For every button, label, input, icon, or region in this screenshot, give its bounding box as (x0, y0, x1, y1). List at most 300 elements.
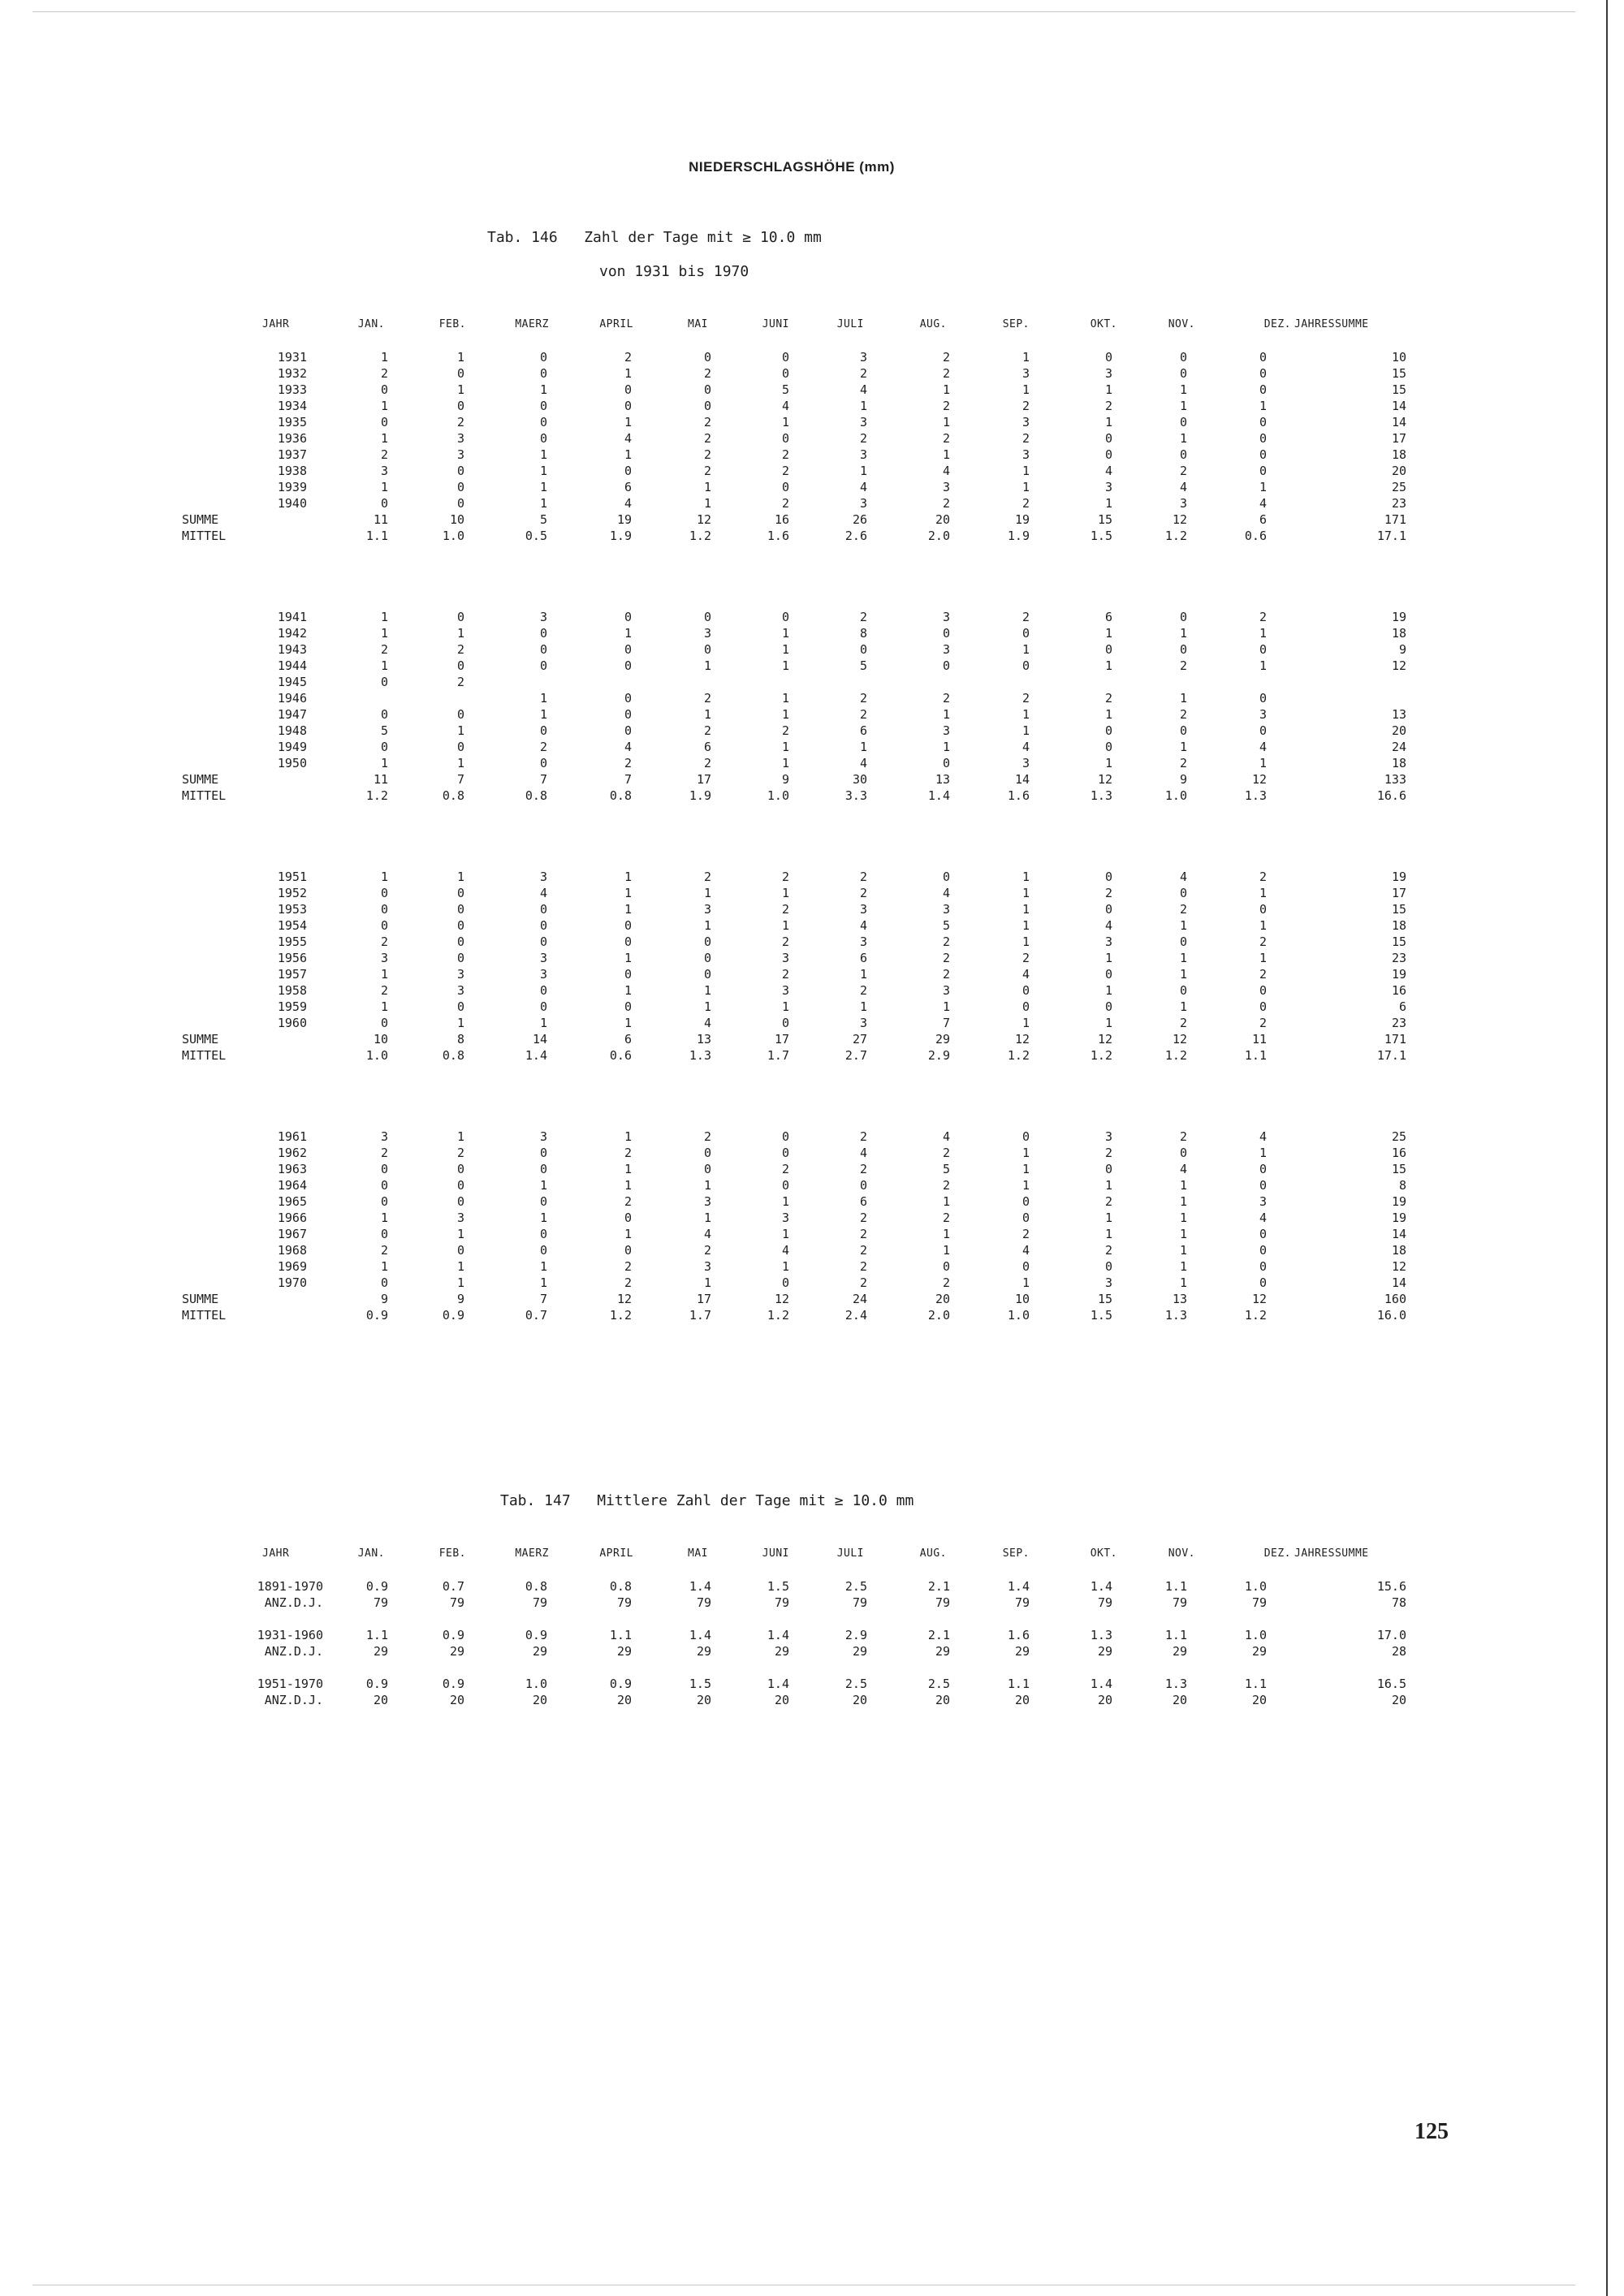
row-value: 3 (539, 610, 547, 624)
row-value: 2 (703, 415, 711, 429)
row-value: 5 (942, 1162, 950, 1176)
row-value: 0 (703, 382, 711, 397)
period-value: 1.1 (609, 1628, 632, 1642)
summe-value: 14 (532, 1032, 547, 1047)
count-value: 29 (1172, 1644, 1187, 1659)
row-value: 0 (1259, 382, 1267, 397)
row-value: 1 (781, 691, 789, 706)
table-row (0, 414, 1624, 430)
summe-value: 6 (1259, 512, 1267, 527)
period-value: 17.0 (1376, 1628, 1406, 1642)
row-value: 1 (859, 740, 867, 754)
row-value: 2 (781, 723, 789, 738)
row-value: 4 (942, 886, 950, 900)
row-value: 1 (380, 658, 388, 673)
row-value: 1 (942, 999, 950, 1014)
header-maerz: MAERZ (515, 1547, 549, 1560)
row-value: 6 (1104, 610, 1112, 624)
row-value: 0 (539, 902, 547, 917)
row-value: 19 (1391, 870, 1406, 884)
row-value: 1 (624, 415, 632, 429)
row-value: 1 (1259, 626, 1267, 641)
row-value: 2 (859, 983, 867, 998)
tab146-period: von 1931 bis 1970 (599, 263, 749, 280)
mittel-value: 2.0 (927, 1308, 950, 1323)
row-year: 1956 (277, 951, 307, 965)
table-row (0, 1275, 1624, 1291)
count-value: 29 (852, 1644, 867, 1659)
mittel-value: 1.3 (1244, 788, 1267, 803)
table-row (0, 739, 1624, 755)
row-value: 0 (703, 610, 711, 624)
row-value: 2 (1021, 1227, 1030, 1241)
row-value: 4 (1259, 496, 1267, 511)
row-value: 1 (1104, 756, 1112, 770)
row-value: 1 (1021, 918, 1030, 933)
row-value: 2 (859, 1227, 867, 1241)
row-value: 2 (859, 1243, 867, 1258)
mittel-value: 0.6 (1244, 529, 1267, 543)
row-year: 1960 (277, 1016, 307, 1030)
row-value: 4 (539, 886, 547, 900)
row-value: 1 (624, 366, 632, 381)
row-year: 1946 (277, 691, 307, 706)
row-value: 2 (703, 366, 711, 381)
table-row (0, 495, 1624, 511)
row-value: 3 (942, 723, 950, 738)
row-value: 1 (859, 999, 867, 1014)
row-value: 0 (1259, 1178, 1267, 1193)
summe-value: 7 (539, 772, 547, 787)
row-value: 0 (380, 1194, 388, 1209)
summe-value: 9 (380, 1292, 388, 1306)
row-value: 2 (781, 1162, 789, 1176)
row-value: 2 (942, 951, 950, 965)
row-value: 4 (1259, 1129, 1267, 1144)
row-year: 1939 (277, 480, 307, 494)
row-value: 2 (942, 431, 950, 446)
row-value: 1 (456, 1275, 464, 1290)
row-value: 1 (624, 886, 632, 900)
row-value: 1 (1179, 1194, 1187, 1209)
row-value: 2 (1104, 399, 1112, 413)
row-value: 0 (456, 1243, 464, 1258)
count-value: 79 (1172, 1595, 1187, 1610)
summe-value: 160 (1384, 1292, 1406, 1306)
row-value: 0 (539, 918, 547, 933)
row-value: 0 (380, 740, 388, 754)
table-row (0, 1015, 1624, 1031)
table-row (0, 641, 1624, 658)
summe-value: 26 (852, 512, 867, 527)
row-value: 1 (1021, 1275, 1030, 1290)
row-value: 4 (859, 756, 867, 770)
header-mai: MAI (688, 1547, 708, 1560)
row-value: 0 (703, 642, 711, 657)
row-year: 1941 (277, 610, 307, 624)
row-value: 1 (942, 1227, 950, 1241)
summe-value: 12 (1251, 1292, 1267, 1306)
row-value: 2 (859, 870, 867, 884)
table-row (0, 1161, 1624, 1177)
row-value: 18 (1391, 626, 1406, 641)
summe-row (0, 771, 1624, 788)
row-value: 1 (1104, 1178, 1112, 1193)
row-year: 1943 (277, 642, 307, 657)
table-row (0, 982, 1624, 999)
row-value: 0 (624, 707, 632, 722)
row-value: 1 (781, 1194, 789, 1209)
mittel-value: 1.0 (1164, 788, 1187, 803)
row-year: 1934 (277, 399, 307, 413)
summe-value: 19 (616, 512, 632, 527)
period-value: 1.4 (1007, 1579, 1030, 1594)
period-value: 1.4 (1090, 1579, 1112, 1594)
row-value: 7 (942, 1016, 950, 1030)
row-value: 0 (1179, 447, 1187, 462)
row-value: 0 (380, 675, 388, 689)
row-value: 1 (1179, 1275, 1187, 1290)
row-year: 1950 (277, 756, 307, 770)
row-value: 0 (539, 642, 547, 657)
row-value: 1 (1021, 934, 1030, 949)
row-value: 8 (1398, 1178, 1406, 1193)
row-year: 1967 (277, 1227, 307, 1241)
mittel-value: 1.0 (365, 1048, 388, 1063)
period-value: 0.9 (442, 1677, 464, 1691)
row-value: 0 (703, 1146, 711, 1160)
row-value: 2 (781, 870, 789, 884)
row-value: 1 (1104, 496, 1112, 511)
table-row (0, 1242, 1624, 1258)
row-value: 4 (703, 1227, 711, 1241)
mittel-row (0, 1047, 1624, 1064)
period-value: 1.5 (767, 1579, 789, 1594)
row-value: 1 (624, 447, 632, 462)
mittel-value: 1.9 (689, 788, 711, 803)
row-value: 3 (380, 951, 388, 965)
mittel-value: 1.3 (1090, 788, 1112, 803)
row-value: 1 (624, 1162, 632, 1176)
row-value: 0 (380, 918, 388, 933)
mittel-label: MITTEL (182, 1048, 227, 1063)
row-value: 2 (456, 642, 464, 657)
row-value: 4 (859, 480, 867, 494)
row-value: 2 (380, 1243, 388, 1258)
row-value: 0 (1259, 999, 1267, 1014)
row-value: 6 (859, 951, 867, 965)
row-value: 0 (380, 382, 388, 397)
row-value: 0 (703, 967, 711, 982)
row-value: 4 (1021, 967, 1030, 982)
summe-value: 7 (539, 1292, 547, 1306)
count-value: 20 (852, 1693, 867, 1707)
row-value: 3 (1259, 707, 1267, 722)
table-row (0, 706, 1624, 723)
table-row (0, 999, 1624, 1015)
row-year: 1935 (277, 415, 307, 429)
row-value: 2 (1104, 1194, 1112, 1209)
row-value: 3 (1021, 415, 1030, 429)
row-value: 20 (1391, 464, 1406, 478)
row-value: 0 (1104, 642, 1112, 657)
row-value: 2 (859, 691, 867, 706)
row-value: 0 (624, 1243, 632, 1258)
row-value: 1 (703, 999, 711, 1014)
row-value: 14 (1391, 399, 1406, 413)
row-year: 1931 (277, 350, 307, 365)
count-value: 29 (373, 1644, 388, 1659)
row-value: 1 (539, 1211, 547, 1225)
row-value: 0 (781, 366, 789, 381)
row-value: 0 (1179, 415, 1187, 429)
summe-value: 171 (1384, 1032, 1406, 1047)
mittel-value: 1.2 (767, 1308, 789, 1323)
row-value: 1 (624, 1129, 632, 1144)
row-value: 5 (942, 918, 950, 933)
header-mai: MAI (688, 318, 708, 330)
row-value: 3 (942, 480, 950, 494)
period-value: 2.1 (927, 1628, 950, 1642)
row-value: 0 (624, 999, 632, 1014)
table-row (0, 869, 1624, 885)
count-value: 29 (1014, 1644, 1030, 1659)
mittel-value: 3.3 (844, 788, 867, 803)
row-value: 17 (1391, 431, 1406, 446)
row-value: 0 (539, 934, 547, 949)
row-value: 0 (703, 1162, 711, 1176)
row-value: 2 (1104, 1146, 1112, 1160)
count-value: 28 (1391, 1644, 1406, 1659)
row-value: 2 (380, 642, 388, 657)
period-value: 0.8 (525, 1579, 547, 1594)
row-value: 3 (1021, 756, 1030, 770)
row-value: 3 (859, 447, 867, 462)
row-value: 0 (380, 886, 388, 900)
row-value: 0 (1259, 464, 1267, 478)
row-value: 2 (703, 464, 711, 478)
summe-value: 24 (852, 1292, 867, 1306)
row-value: 2 (456, 1146, 464, 1160)
summe-value: 20 (935, 512, 950, 527)
row-value: 1 (624, 983, 632, 998)
header-sep: SEP. (1002, 1547, 1030, 1560)
period-label: 1891-1970 (257, 1579, 323, 1594)
row-value: 0 (1104, 740, 1112, 754)
row-value: 0 (456, 464, 464, 478)
summe-value: 133 (1384, 772, 1406, 787)
period-value: 0.9 (609, 1677, 632, 1691)
row-value: 2 (942, 691, 950, 706)
row-value: 0 (781, 1129, 789, 1144)
row-value: 2 (942, 1275, 950, 1290)
row-value: 1 (539, 691, 547, 706)
row-value: 2 (380, 983, 388, 998)
header-aug: AUG. (919, 1547, 947, 1560)
row-value: 2 (859, 366, 867, 381)
summe-value: 8 (456, 1032, 464, 1047)
row-value: 0 (942, 626, 950, 641)
row-value: 23 (1391, 496, 1406, 511)
mittel-value: 0.5 (525, 529, 547, 543)
header-feb: FEB. (438, 1547, 466, 1560)
row-value: 2 (703, 431, 711, 446)
row-value: 3 (456, 431, 464, 446)
row-value: 3 (859, 902, 867, 917)
row-value: 2 (1179, 707, 1187, 722)
row-value: 0 (456, 1162, 464, 1176)
row-value: 2 (781, 934, 789, 949)
row-year: 1959 (277, 999, 307, 1014)
row-value: 1 (456, 723, 464, 738)
count-value: 79 (616, 1595, 632, 1610)
row-value: 3 (1104, 934, 1112, 949)
row-year: 1940 (277, 496, 307, 511)
row-value: 1 (380, 967, 388, 982)
tab146-caption: Tab. 146 Zahl der Tage mit ≥ 10.0 mm (487, 229, 822, 246)
count-value: 20 (1172, 1693, 1187, 1707)
row-value: 0 (456, 707, 464, 722)
row-year: 1937 (277, 447, 307, 462)
row-value: 0 (380, 1275, 388, 1290)
count-value: 78 (1391, 1595, 1406, 1610)
row-value: 2 (703, 691, 711, 706)
row-value: 18 (1391, 756, 1406, 770)
row-value: 2 (1259, 610, 1267, 624)
row-year: 1969 (277, 1259, 307, 1274)
row-year: 1954 (277, 918, 307, 933)
row-value: 2 (1021, 431, 1030, 446)
row-value: 1 (781, 918, 789, 933)
header-april: APRIL (599, 1547, 633, 1560)
row-value: 2 (942, 1211, 950, 1225)
row-value: 1 (1179, 399, 1187, 413)
row-value: 2 (1259, 1016, 1267, 1030)
mittel-value: 0.8 (525, 788, 547, 803)
row-value: 0 (380, 496, 388, 511)
row-year: 1963 (277, 1162, 307, 1176)
row-value: 18 (1391, 918, 1406, 933)
row-value: 15 (1391, 1162, 1406, 1176)
count-value: 79 (1251, 1595, 1267, 1610)
row-value: 1 (781, 756, 789, 770)
summe-value: 12 (696, 512, 711, 527)
table-row (0, 723, 1624, 739)
count-value: 79 (852, 1595, 867, 1610)
row-value: 23 (1391, 1016, 1406, 1030)
row-value: 3 (942, 983, 950, 998)
row-value: 3 (859, 350, 867, 365)
period-value: 1.3 (1164, 1677, 1187, 1691)
row-value: 0 (1021, 1129, 1030, 1144)
period-value: 2.5 (844, 1677, 867, 1691)
summe-value: 27 (852, 1032, 867, 1047)
row-value: 2 (1179, 464, 1187, 478)
row-value: 0 (456, 1194, 464, 1209)
mittel-value: 1.2 (1164, 1048, 1187, 1063)
summe-value: 9 (781, 772, 789, 787)
count-label: ANZ.D.J. (264, 1693, 323, 1707)
row-value: 3 (703, 1194, 711, 1209)
row-value: 2 (942, 1178, 950, 1193)
table-row (0, 349, 1624, 365)
row-value: 0 (1104, 870, 1112, 884)
mittel-value: 0.7 (525, 1308, 547, 1323)
row-value: 1 (624, 902, 632, 917)
table-row (0, 447, 1624, 463)
period-value: 1.1 (1244, 1677, 1267, 1691)
table-row (0, 950, 1624, 966)
row-value: 3 (859, 415, 867, 429)
row-value: 3 (380, 1129, 388, 1144)
row-value: 0 (1021, 999, 1030, 1014)
row-value: 2 (942, 934, 950, 949)
row-value: 3 (539, 967, 547, 982)
row-value: 0 (781, 1016, 789, 1030)
row-value: 19 (1391, 610, 1406, 624)
mittel-value: 1.2 (1007, 1048, 1030, 1063)
period-value: 1.4 (1090, 1677, 1112, 1691)
row-year: 1951 (277, 870, 307, 884)
row-value: 1 (859, 399, 867, 413)
row-value: 3 (456, 447, 464, 462)
row-value: 9 (1398, 642, 1406, 657)
header-okt: OKT. (1090, 1547, 1117, 1560)
period-value: 1.1 (1007, 1677, 1030, 1691)
row-value: 0 (1021, 1211, 1030, 1225)
row-value: 1 (942, 382, 950, 397)
row-value: 2 (1179, 1129, 1187, 1144)
row-value: 0 (1104, 1259, 1112, 1274)
row-value: 0 (539, 1162, 547, 1176)
mittel-value: 0.9 (365, 1308, 388, 1323)
header-feb: FEB. (438, 318, 466, 330)
header-juni: JUNI (762, 318, 789, 330)
row-value: 1 (703, 480, 711, 494)
row-value: 0 (624, 642, 632, 657)
row-value: 1 (1021, 1016, 1030, 1030)
row-year: 1944 (277, 658, 307, 673)
table-row (0, 1193, 1624, 1210)
row-value: 1 (1021, 480, 1030, 494)
period-value: 1.0 (1244, 1579, 1267, 1594)
row-value: 1 (1179, 999, 1187, 1014)
row-value: 1 (1259, 756, 1267, 770)
mittel-value: 1.2 (365, 788, 388, 803)
mittel-value: 1.3 (689, 1048, 711, 1063)
table-row (0, 1258, 1624, 1275)
row-value: 2 (624, 1275, 632, 1290)
row-value: 2 (781, 447, 789, 462)
row-value: 0 (456, 951, 464, 965)
row-value: 0 (1259, 350, 1267, 365)
summe-row (0, 1291, 1624, 1307)
row-value: 2 (942, 366, 950, 381)
row-value: 18 (1391, 1243, 1406, 1258)
row-value: 3 (1104, 366, 1112, 381)
row-value: 0 (539, 626, 547, 641)
summe-row (0, 511, 1624, 528)
row-value: 2 (380, 366, 388, 381)
header-nov: NOV. (1168, 1547, 1195, 1560)
summe-value: 15 (1097, 512, 1112, 527)
header-juni: JUNI (762, 1547, 789, 1560)
row-value: 19 (1391, 1211, 1406, 1225)
row-value: 0 (1179, 1146, 1187, 1160)
table-row (0, 674, 1624, 690)
row-value: 5 (859, 658, 867, 673)
row-value: 0 (624, 967, 632, 982)
